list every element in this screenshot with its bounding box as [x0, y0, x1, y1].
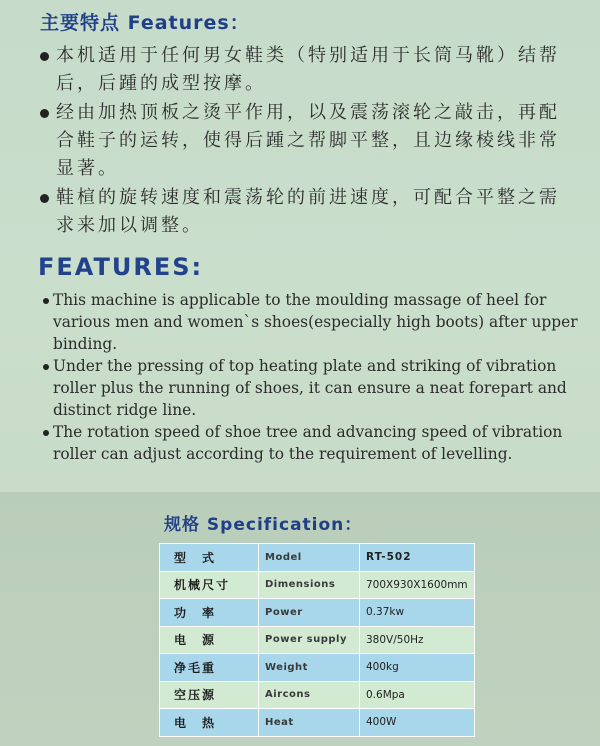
cn-features-list	[40, 42, 580, 241]
spec-cn-label: 型 式	[160, 544, 259, 572]
spec-value: 400kg	[360, 654, 475, 682]
cn-feature-text: 鞋楦的旋转速度和震荡轮的前进速度，可配合平整之需求来加以调整。	[56, 187, 560, 236]
spec-row-weight	[160, 654, 475, 682]
spec-row-aircons	[160, 681, 475, 709]
cn-feature-item	[40, 184, 580, 240]
spec-cn-label: 净毛重	[160, 654, 259, 682]
bullet-icon	[40, 109, 49, 118]
bullet-icon	[43, 298, 49, 304]
en-feature-item	[43, 355, 583, 421]
spec-row-model	[160, 544, 475, 572]
bullet-icon	[40, 194, 49, 203]
spec-value: RT-502	[360, 544, 475, 572]
en-feature-item	[43, 289, 583, 355]
en-feature-text: Under the pressing of top heating plate and striking of vibration roller plus the running of shoes, it can ensure a neat forepart and distinct ridge line.	[53, 357, 567, 419]
en-features-list	[43, 289, 583, 465]
spec-value: 700X930X1600mm	[360, 571, 475, 599]
spec-table	[159, 543, 475, 737]
en-features-title: FEATURES:	[38, 253, 204, 281]
spec-en-label: Power supply	[259, 626, 360, 654]
spec-en-label: Aircons	[259, 681, 360, 709]
spec-row-dimensions	[160, 571, 475, 599]
bullet-icon	[40, 52, 49, 61]
spec-title: 规格 Specification：	[164, 515, 363, 535]
spec-en-label: Weight	[259, 654, 360, 682]
spec-en-label: Model	[259, 544, 360, 572]
cn-feature-text: 本机适用于任何男女鞋类（特别适用于长筒马靴）结帮后，后踵的成型按摩。	[56, 45, 560, 94]
en-feature-text: This machine is applicable to the moulding massage of heel for various men and women`s shoes(especially high boots) after upper binding.	[53, 291, 578, 353]
spec-en-label: Heat	[259, 709, 360, 737]
cn-features-title: 主要特点 Features：	[40, 12, 250, 34]
spec-cn-label: 电 热	[160, 709, 259, 737]
bullet-icon	[43, 364, 49, 370]
en-feature-text: The rotation speed of shoe tree and advancing speed of vibration roller can adjust according to the requirement of levelling.	[53, 423, 563, 463]
spec-row-heat	[160, 709, 475, 737]
spec-value: 0.37kw	[360, 599, 475, 627]
bullet-icon	[43, 430, 49, 436]
cn-feature-item	[40, 42, 580, 98]
spec-cn-label: 空压源	[160, 681, 259, 709]
spec-value: 400W	[360, 709, 475, 737]
spec-en-label: Power	[259, 599, 360, 627]
cn-feature-item	[40, 99, 580, 183]
spec-value: 380V/50Hz	[360, 626, 475, 654]
cn-feature-text: 经由加热顶板之烫平作用，以及震荡滚轮之敲击，再配合鞋子的运转，使得后踵之帮脚平整，且边缘棱线非常显著。	[56, 102, 560, 179]
spec-cn-label: 功 率	[160, 599, 259, 627]
spec-row-power	[160, 599, 475, 627]
en-feature-item	[43, 421, 583, 465]
spec-value: 0.6Mpa	[360, 681, 475, 709]
spec-en-label: Dimensions	[259, 571, 360, 599]
spec-cn-label: 电 源	[160, 626, 259, 654]
spec-row-power-supply	[160, 626, 475, 654]
spec-cn-label: 机械尺寸	[160, 571, 259, 599]
